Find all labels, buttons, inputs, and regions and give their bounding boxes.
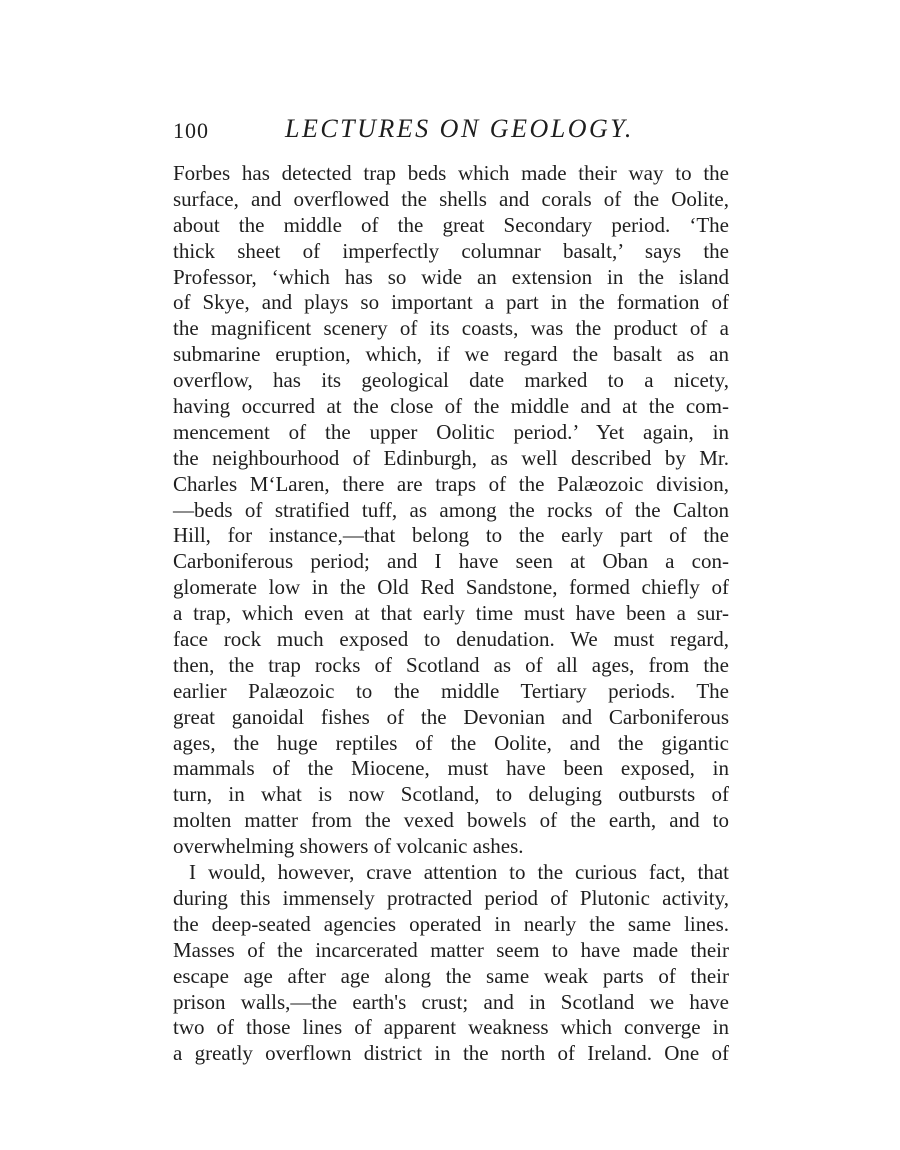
text-line: turn, in what is now Scotland, to deluging outbursts of [173,782,729,807]
page-number: 100 [173,118,209,143]
text-line: I would, however, crave attention to the curious fact, that [189,860,729,885]
text-line: thick sheet of imperfectly columnar basalt,’ says the [173,238,729,263]
text-line: a greatly overflown district in the north of Ireland. One of [173,1041,729,1066]
text-line: overwhelming showers of volcanic ashes. [173,834,524,859]
text-line: the deep-seated agencies operated in nearly the same lines. [173,911,729,936]
text-line: about the middle of the great Secondary period. ‘The [173,212,729,237]
text-line: overflow, has its geological date marked to a nicety, [173,368,729,393]
text-line: earlier Palæozoic to the middle Tertiary periods. The [173,678,729,703]
paragraph-2 [173,860,729,1067]
text-line: then, the trap rocks of Scotland as of all ages, from the [173,652,729,677]
text-line: Hill, for instance,—that belong to the early part of the [173,523,729,548]
text-line: prison walls,—the earth's crust; and in Scotland we have [173,989,729,1014]
text-line: ages, the huge reptiles of the Oolite, and the gigantic [173,730,729,755]
text-line: Masses of the incarcerated matter seem to have made their [173,937,729,962]
text-line: surface, and overflowed the shells and corals of the Oolite, [173,186,729,211]
text-line: molten matter from the vexed bowels of the earth, and to [173,808,729,833]
text-line: two of those lines of apparent weakness which converge in [173,1015,729,1040]
text-line: the neighbourhood of Edinburgh, as well described by Mr. [173,445,729,470]
running-head [173,114,729,146]
paragraph-1 [173,161,729,860]
text-line: the magnificent scenery of its coasts, was the product of a [173,316,729,341]
text-line: glomerate low in the Old Red Sandstone, formed chiefly of [173,575,729,600]
text-line: Charles M‘Laren, there are traps of the Palæozoic division, [173,471,729,496]
text-line: Carboniferous period; and I have seen at Oban a con- [173,549,729,574]
text-line: during this immensely protracted period of Plutonic activity, [173,885,729,910]
text-line: submarine eruption, which, if we regard the basalt as an [173,342,729,367]
text-line: face rock much exposed to denudation. We must regard, [173,627,729,652]
text-line: mammals of the Miocene, must have been exposed, in [173,756,729,781]
text-line: Professor, ‘which has so wide an extension in the island [173,264,729,289]
text-line: of Skye, and plays so important a part in the formation of [173,290,729,315]
text-line: escape age after age along the same weak parts of their [173,963,729,988]
text-line: —beds of stratified tuff, as among the rocks of the Calton [173,497,729,522]
body-text [173,161,729,1067]
text-line: Forbes has detected trap beds which made their way to the [173,161,729,185]
text-line: having occurred at the close of the middle and at the com- [173,394,729,419]
text-line: a trap, which even at that early time must have been a sur- [173,601,729,626]
running-title: LECTURES ON GEOLOGY. [285,114,634,143]
text-line: mencement of the upper Oolitic period.’ Yet again, in [173,419,729,444]
text-line: great ganoidal fishes of the Devonian and Carboniferous [173,704,729,729]
